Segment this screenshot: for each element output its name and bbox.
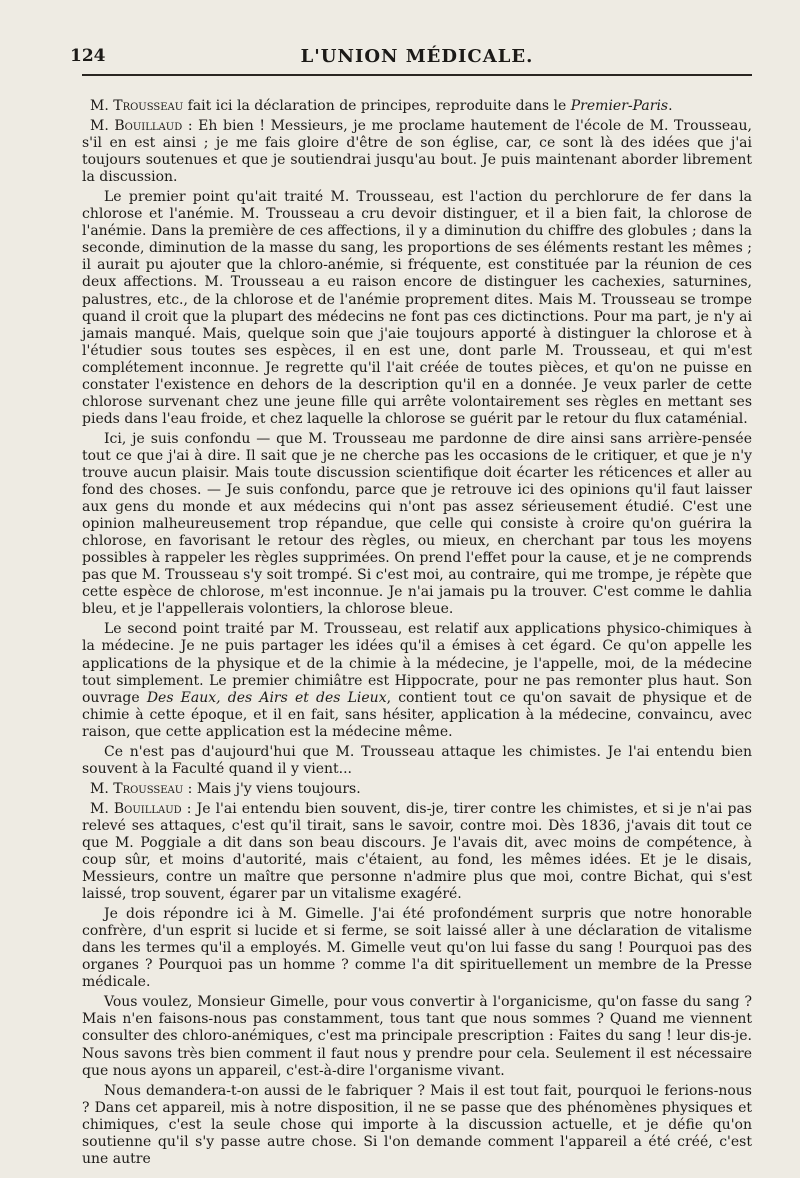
speaker-name: M. Bouillaud [90, 118, 183, 135]
running-head: L'UNION MÉDICALE. [300, 46, 534, 67]
speaker-name: M. Trousseau [90, 98, 184, 114]
paragraph-text: Je dois répondre ici à M. Gimelle. J'ai été profondément surpris que notre honorable confrère, d'un esprit si lucide et si ferme, se soit laissé aller à une déclaration de vitalisme dans les termes qu'il a employés. M. Gimelle veut qu'on lui fasse du sang ! Pourquoi pas des organes ? Pourquoi pas un homme ? comme l'a dit spirituellement un membre de la Presse médicale. [82, 906, 752, 991]
paragraph-text: Vous voulez, Monsieur Gimelle, pour vous convertir à l'organicisme, qu'on fasse du sang ? Mais n'en faisons-nous pas constamment, tous tant que nous sommes ? Quand me viennent consulter des chloro-anémiques, c'est ma principale prescription : Faites du sang ! leur dis-je. Nous savons très bien comment il faut nous y prendre pour cela. Seulement il est nécessaire que nous ayons un appareil, c'est-à-dire l'organisme vivant. [82, 994, 752, 1079]
paragraph [82, 744, 752, 778]
italic-title: Premier-Paris [570, 98, 669, 114]
paragraph-text: Ce n'est pas d'aujourd'hui que M. Trousseau attaque les chimistes. Je l'ai entendu bien souvent à la Faculté quand il y vient... [82, 743, 752, 777]
speaker-name: M. Trousseau [90, 780, 184, 797]
page-number: 124 [70, 46, 106, 66]
paragraph [82, 1083, 752, 1168]
paragraph-text: : Eh bien ! Messieurs, je me proclame hautement de l'école de M. Trousseau, s'il en est ainsi ; je me fais gloire d'être de son église, car, ce sont là des idées que j'ai toujours soutenues et que je soutiendrai jusqu'au bout. Je puis maintenant aborder librement la discussion. [82, 118, 752, 186]
paragraph [82, 98, 752, 115]
paragraph [82, 431, 752, 619]
paragraph [82, 994, 752, 1079]
speaker-name: M. Bouillaud [90, 800, 182, 817]
paragraph [82, 781, 752, 798]
paragraph-text: Ici, je suis confondu — que M. Trousseau me pardonne de dire ainsi sans arrière-pensée tout ce que j'ai à dire. Il sait que je ne cherche pas les occasions de le critiquer, et que je n'y trouve aucun plaisir. Mais toute discussion scientifique doit écarter les réticences et aller au fond des choses. — Je suis confondu, parce que je retrouve ici des opinions qu'il faut laisser aux gens du monde et aux médecins qui n'ont pas assez sérieusement étudié. C'est une opinion malheureusement trop répandue, que celle qui consiste à croire qu'on guérira la chlorose, en favorisant le retour des règles, ou mieux, en cherchant par tous les moyens possibles à rappeler les règles supprimées. On prend l'effet pour la cause, et je ne comprends pas que M. Trousseau s'y soit trompé. Si c'est moi, au contraire, qui me trompe, je répète que cette espèce de chlorose, m'est inconnue. Je n'ai jamais pu la trouver. C'est comme le dahlia bleu, et je l'appellerais volontiers, la chlorose bleue. [82, 430, 752, 618]
paragraph [82, 118, 752, 186]
paragraph-text: : Mais j'y viens toujours. [183, 780, 361, 797]
body-text [82, 98, 752, 1168]
paragraph-text: Le premier point qu'ait traité M. Trousseau, est l'action du perchlorure de fer dans la chlorose et l'anémie. M. Trousseau a cru devoir distinguer, et il a bien fait, la chlorose de l'anémie. Dans la première de ces affections, il y a diminution du chiffre des globules ; dans la seconde, diminution de la masse du sang, les proportions de ses éléments restant les mêmes ; il aurait pu ajouter que la chloro-anémie, si fréquente, est constituée par la réunion de ces deux affections. M. Trousseau a eu raison encore de distinguer les cachexies, saturnines, palustres, etc., de la chlorose et de l'anémie proprement dites. Mais M. Trousseau se trompe quand il croit que la plupart des médecins ne font pas ces dictinctions. Pour ma part, je n'y ai jamais manqué. Mais, quelque soin que j'aie toujours apporté à distinguer la chlorose et à l'étudier sous toutes ses espèces, il en est une, dont parle M. Trousseau, et qui m'est complétement inconnue. Je regrette qu'il l'ait créée de toutes pièces, et qu'on ne puisse en constater l'existence en dehors de la description qu'il en a donnée. Je veux parler de cette chlorose survenant chez une jeune fille qui arrête volontairement ses règles en mettant ses pieds dans l'eau froide, et chez laquelle la chlorose se guérit par le retour du flux cataménial. [82, 189, 752, 427]
paragraph [82, 189, 752, 428]
paragraph [82, 801, 752, 903]
paragraph [82, 621, 752, 740]
italic-title: Des Eaux, des Airs et des Lieux [146, 689, 387, 706]
page-header [70, 44, 752, 76]
paragraph-text: Le second point traité par M. Trousseau, est relatif aux applications physico-chimiques à la médecine. Je ne puis partager les idées qu'il a émises à cet égard. Ce qu'on appelle les applications de la physique et de la chimie à la médecine, je l'appelle, moi, de la médecine tout simplement. Le premier chimiâtre est Hippocrate, pour ne pas remonter plus haut. Son ouvrage [82, 621, 752, 706]
paragraph-text: , contient tout ce qu'on savait de physique et de chimie à cette époque, et il en fait, sans hésiter, application à la médecine, convaincu, avec raison, que cette application est la médecine même. [82, 689, 753, 740]
paragraph-text: . [668, 98, 673, 114]
paragraph-text: Nous demandera-t-on aussi de le fabriquer ? Mais il est tout fait, pourquoi le ferions-nous ? Dans cet appareil, mis à notre disposition, il ne se passe que des phénomènes physiques et chimiques, c'est la seule chose qui importe à la discussion actuelle, et je défie qu'on soutienne qu'il s'y passe autre chose. Si l'on demande comment l'appareil a été créé, c'est une autre [82, 1082, 752, 1167]
paragraph-text: : Je l'ai entendu bien souvent, dis-je, tirer contre les chimistes, et si je n'ai pas relevé ses attaques, c'est qu'il tirait, sans le savoir, contre moi. Dès 1836, j'avais dit tout ce que M. Poggiale a dit dans son beau discours. Je l'avais dit, avec moins de compétence, à coup sûr, et moins d'autorité, mais c'étaient, au fond, les mêmes idées. Et je le disais, Messieurs, contre un maître que personne n'admire plus que moi, contre Bichat, qui s'est laissé, trop souvent, égarer par un vitalisme exagéré. [82, 800, 752, 903]
paragraph-text: fait ici la déclaration de principes, reproduite dans le [183, 98, 571, 114]
paragraph [82, 906, 752, 991]
